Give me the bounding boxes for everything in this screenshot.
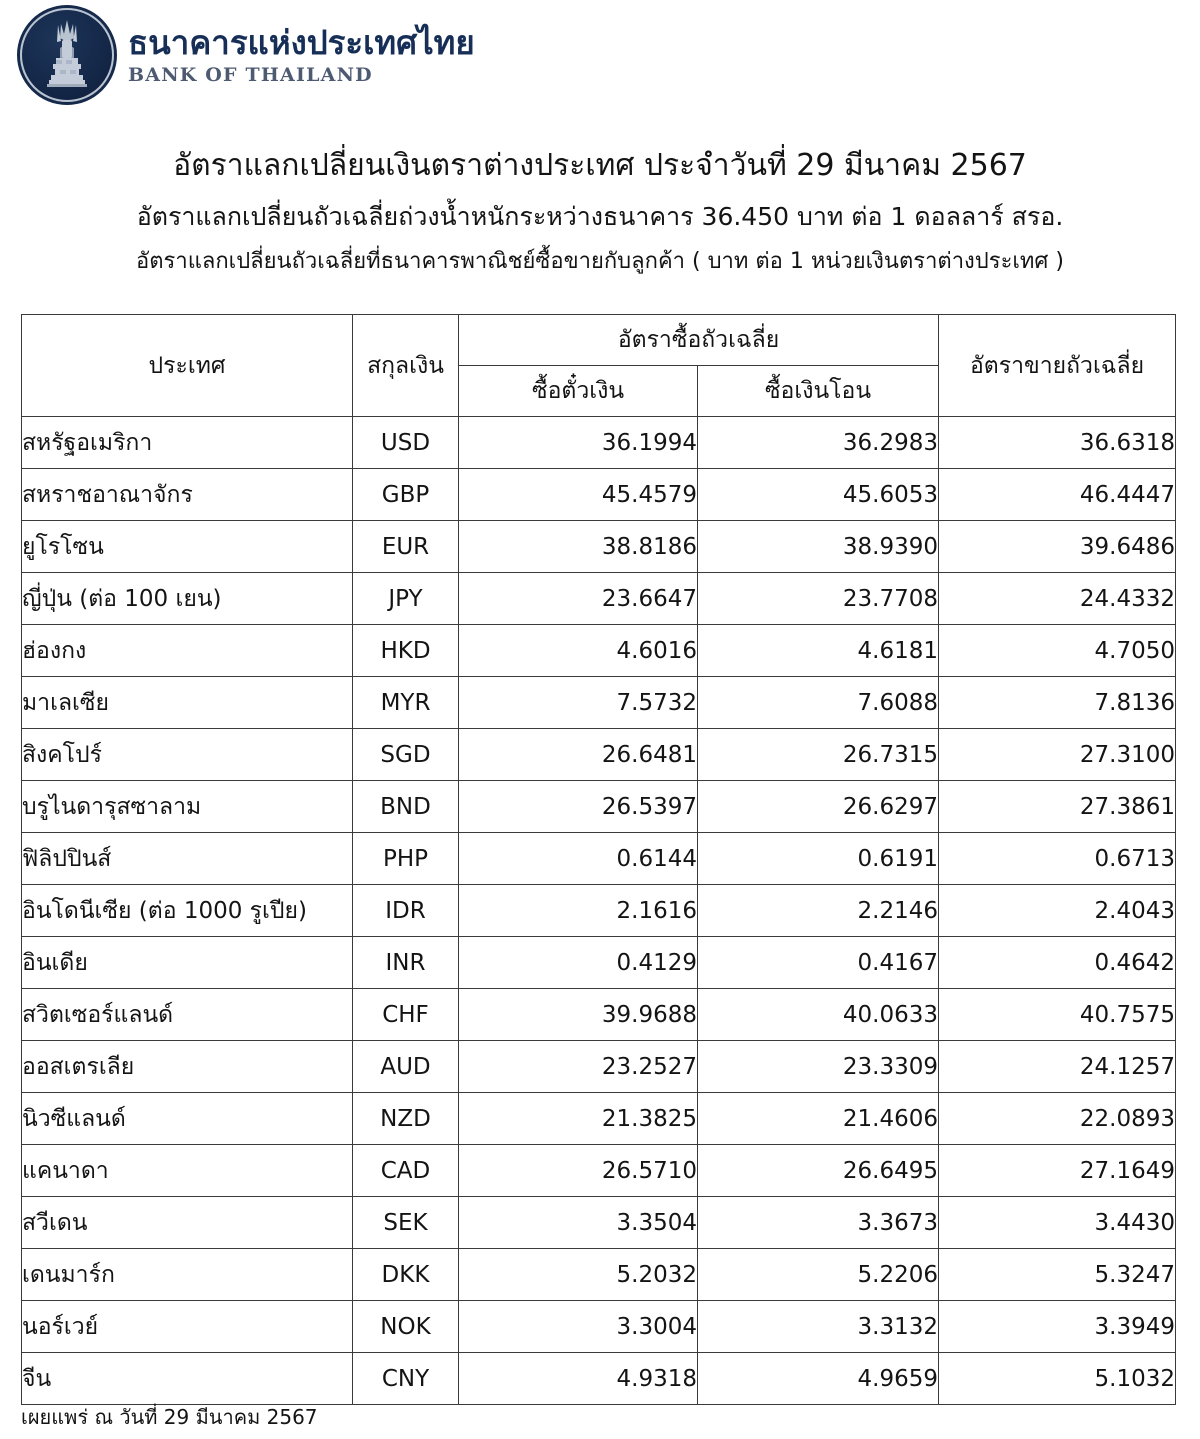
table-row (22, 885, 1176, 937)
table-row (22, 521, 1176, 573)
cell-sell: 5.3247 (939, 1249, 1176, 1301)
cell-buy-transfer: 38.9390 (698, 521, 939, 573)
cell-buy-bill: 4.9318 (459, 1353, 698, 1405)
cell-sell: 5.1032 (939, 1353, 1176, 1405)
table-row (22, 989, 1176, 1041)
cell-currency-code: INR (353, 937, 459, 989)
table-row (22, 573, 1176, 625)
cell-buy-bill: 7.5732 (459, 677, 698, 729)
cell-country: นิวซีแลนด์ (22, 1093, 353, 1145)
cell-currency-code: CAD (353, 1145, 459, 1197)
table-row (22, 1249, 1176, 1301)
cell-sell: 27.3861 (939, 781, 1176, 833)
cell-currency-code: SGD (353, 729, 459, 781)
cell-currency-code: USD (353, 417, 459, 469)
table-row (22, 1301, 1176, 1353)
cell-country: ญี่ปุ่น (ต่อ 100 เยน) (22, 573, 353, 625)
cell-buy-bill: 3.3004 (459, 1301, 698, 1353)
cell-country: มาเลเซีย (22, 677, 353, 729)
cell-sell: 24.1257 (939, 1041, 1176, 1093)
publication-date: เผยแพร่ ณ วันที่ 29 มีนาคม 2567 (21, 1405, 318, 1429)
cell-currency-code: PHP (353, 833, 459, 885)
cell-buy-transfer: 7.6088 (698, 677, 939, 729)
header-row-primary (22, 315, 1176, 366)
cell-country: สหราชอาณาจักร (22, 469, 353, 521)
cell-country: สิงคโปร์ (22, 729, 353, 781)
table-row (22, 1041, 1176, 1093)
cell-country: บรูไนดารุสซาลาม (22, 781, 353, 833)
cell-country: ยูโรโซน (22, 521, 353, 573)
cell-currency-code: IDR (353, 885, 459, 937)
masthead (20, 8, 475, 102)
cell-currency-code: NZD (353, 1093, 459, 1145)
cell-buy-bill: 38.8186 (459, 521, 698, 573)
cell-country: ฮ่องกง (22, 625, 353, 677)
cell-country: สวีเดน (22, 1197, 353, 1249)
cell-buy-bill: 21.3825 (459, 1093, 698, 1145)
exchange-rate-table (21, 314, 1176, 1405)
cell-buy-bill: 0.4129 (459, 937, 698, 989)
header-buy-transfer: ซื้อเงินโอน (698, 366, 939, 417)
title-block (0, 146, 1200, 276)
cell-buy-bill: 45.4579 (459, 469, 698, 521)
cell-buy-transfer: 0.4167 (698, 937, 939, 989)
cell-country: สวิตเซอร์แลนด์ (22, 989, 353, 1041)
cell-buy-transfer: 23.7708 (698, 573, 939, 625)
cell-currency-code: DKK (353, 1249, 459, 1301)
table-row (22, 625, 1176, 677)
cell-currency-code: HKD (353, 625, 459, 677)
cell-buy-transfer: 26.7315 (698, 729, 939, 781)
cell-buy-bill: 26.5397 (459, 781, 698, 833)
cell-buy-transfer: 3.3132 (698, 1301, 939, 1353)
cell-currency-code: JPY (353, 573, 459, 625)
exchange-rate-table-container (21, 314, 1175, 1405)
page-title: อัตราแลกเปลี่ยนเงินตราต่างประเทศ ประจำวันที่ 29 มีนาคม 2567 (173, 148, 1027, 183)
table-row (22, 781, 1176, 833)
cell-currency-code: GBP (353, 469, 459, 521)
cell-sell: 46.4447 (939, 469, 1176, 521)
brand-name-thai: ธนาคารแห่งประเทศไทย (128, 22, 475, 62)
cell-currency-code: MYR (353, 677, 459, 729)
cell-sell: 4.7050 (939, 625, 1176, 677)
table-head (22, 315, 1176, 417)
header-country: ประเทศ (22, 315, 353, 417)
wordmark (128, 24, 475, 87)
table-row (22, 1145, 1176, 1197)
table-row (22, 833, 1176, 885)
table-row (22, 1353, 1176, 1405)
table-row (22, 729, 1176, 781)
cell-currency-code: NOK (353, 1301, 459, 1353)
cell-buy-bill: 26.6481 (459, 729, 698, 781)
cell-buy-transfer: 3.3673 (698, 1197, 939, 1249)
cell-buy-transfer: 2.2146 (698, 885, 939, 937)
cell-buy-bill: 4.6016 (459, 625, 698, 677)
cell-buy-transfer: 0.6191 (698, 833, 939, 885)
cell-country: จีน (22, 1353, 353, 1405)
cell-sell: 36.6318 (939, 417, 1176, 469)
cell-buy-transfer: 21.4606 (698, 1093, 939, 1145)
cell-country: ออสเตรเลีย (22, 1041, 353, 1093)
cell-buy-transfer: 23.3309 (698, 1041, 939, 1093)
interbank-rate-subtitle: อัตราแลกเปลี่ยนถัวเฉลี่ยถ่วงน้ำหนักระหว่างธนาคาร 36.450 บาท ต่อ 1 ดอลลาร์ สรอ. (136, 202, 1064, 231)
header-currency: สกุลเงิน (353, 315, 459, 417)
cell-buy-bill: 5.2032 (459, 1249, 698, 1301)
cell-sell: 40.7575 (939, 989, 1176, 1041)
cell-country: อินโดนีเซีย (ต่อ 1000 รูเปีย) (22, 885, 353, 937)
header-sell-rate: อัตราขายถัวเฉลี่ย (939, 315, 1176, 417)
table-body (22, 417, 1176, 1405)
cell-sell: 0.6713 (939, 833, 1176, 885)
table-row (22, 677, 1176, 729)
cell-buy-bill: 23.6647 (459, 573, 698, 625)
cell-buy-transfer: 26.6495 (698, 1145, 939, 1197)
cell-country: อินเดีย (22, 937, 353, 989)
cell-currency-code: BND (353, 781, 459, 833)
bank-of-thailand-seal-icon (20, 8, 114, 102)
cell-buy-bill: 0.6144 (459, 833, 698, 885)
cell-buy-bill: 39.9688 (459, 989, 698, 1041)
brand-name-english: BANK OF THAILAND (128, 63, 373, 86)
cell-buy-transfer: 5.2206 (698, 1249, 939, 1301)
cell-sell: 27.3100 (939, 729, 1176, 781)
cell-country: เดนมาร์ก (22, 1249, 353, 1301)
cell-buy-transfer: 36.2983 (698, 417, 939, 469)
cell-buy-bill: 26.5710 (459, 1145, 698, 1197)
cell-buy-bill: 36.1994 (459, 417, 698, 469)
cell-sell: 3.4430 (939, 1197, 1176, 1249)
table-row (22, 1197, 1176, 1249)
header-buy-group: อัตราซื้อถัวเฉลี่ย (459, 315, 939, 366)
cell-buy-bill: 23.2527 (459, 1041, 698, 1093)
header-buy-bill: ซื้อตั๋วเงิน (459, 366, 698, 417)
cell-buy-bill: 3.3504 (459, 1197, 698, 1249)
cell-buy-transfer: 4.6181 (698, 625, 939, 677)
table-row (22, 469, 1176, 521)
cell-country: นอร์เวย์ (22, 1301, 353, 1353)
cell-currency-code: SEK (353, 1197, 459, 1249)
cell-buy-transfer: 4.9659 (698, 1353, 939, 1405)
cell-country: สหรัฐอเมริกา (22, 417, 353, 469)
table-row (22, 417, 1176, 469)
cell-buy-bill: 2.1616 (459, 885, 698, 937)
cell-currency-code: CHF (353, 989, 459, 1041)
cell-currency-code: AUD (353, 1041, 459, 1093)
cell-sell: 24.4332 (939, 573, 1176, 625)
cell-sell: 0.4642 (939, 937, 1176, 989)
cell-sell: 7.8136 (939, 677, 1176, 729)
cell-currency-code: CNY (353, 1353, 459, 1405)
table-row (22, 937, 1176, 989)
cell-buy-transfer: 45.6053 (698, 469, 939, 521)
cell-currency-code: EUR (353, 521, 459, 573)
cell-country: ฟิลิปปินส์ (22, 833, 353, 885)
cell-sell: 27.1649 (939, 1145, 1176, 1197)
cell-country: แคนาดา (22, 1145, 353, 1197)
cell-buy-transfer: 26.6297 (698, 781, 939, 833)
cell-sell: 3.3949 (939, 1301, 1176, 1353)
cell-sell: 39.6486 (939, 521, 1176, 573)
cell-sell: 22.0893 (939, 1093, 1176, 1145)
cell-buy-transfer: 40.0633 (698, 989, 939, 1041)
table-row (22, 1093, 1176, 1145)
commercial-bank-rate-subtitle: อัตราแลกเปลี่ยนถัวเฉลี่ยที่ธนาคารพาณิชย์ซื้อขายกับลูกค้า ( บาท ต่อ 1 หน่วยเงินตราต่างประเทศ ) (136, 248, 1064, 274)
cell-sell: 2.4043 (939, 885, 1176, 937)
